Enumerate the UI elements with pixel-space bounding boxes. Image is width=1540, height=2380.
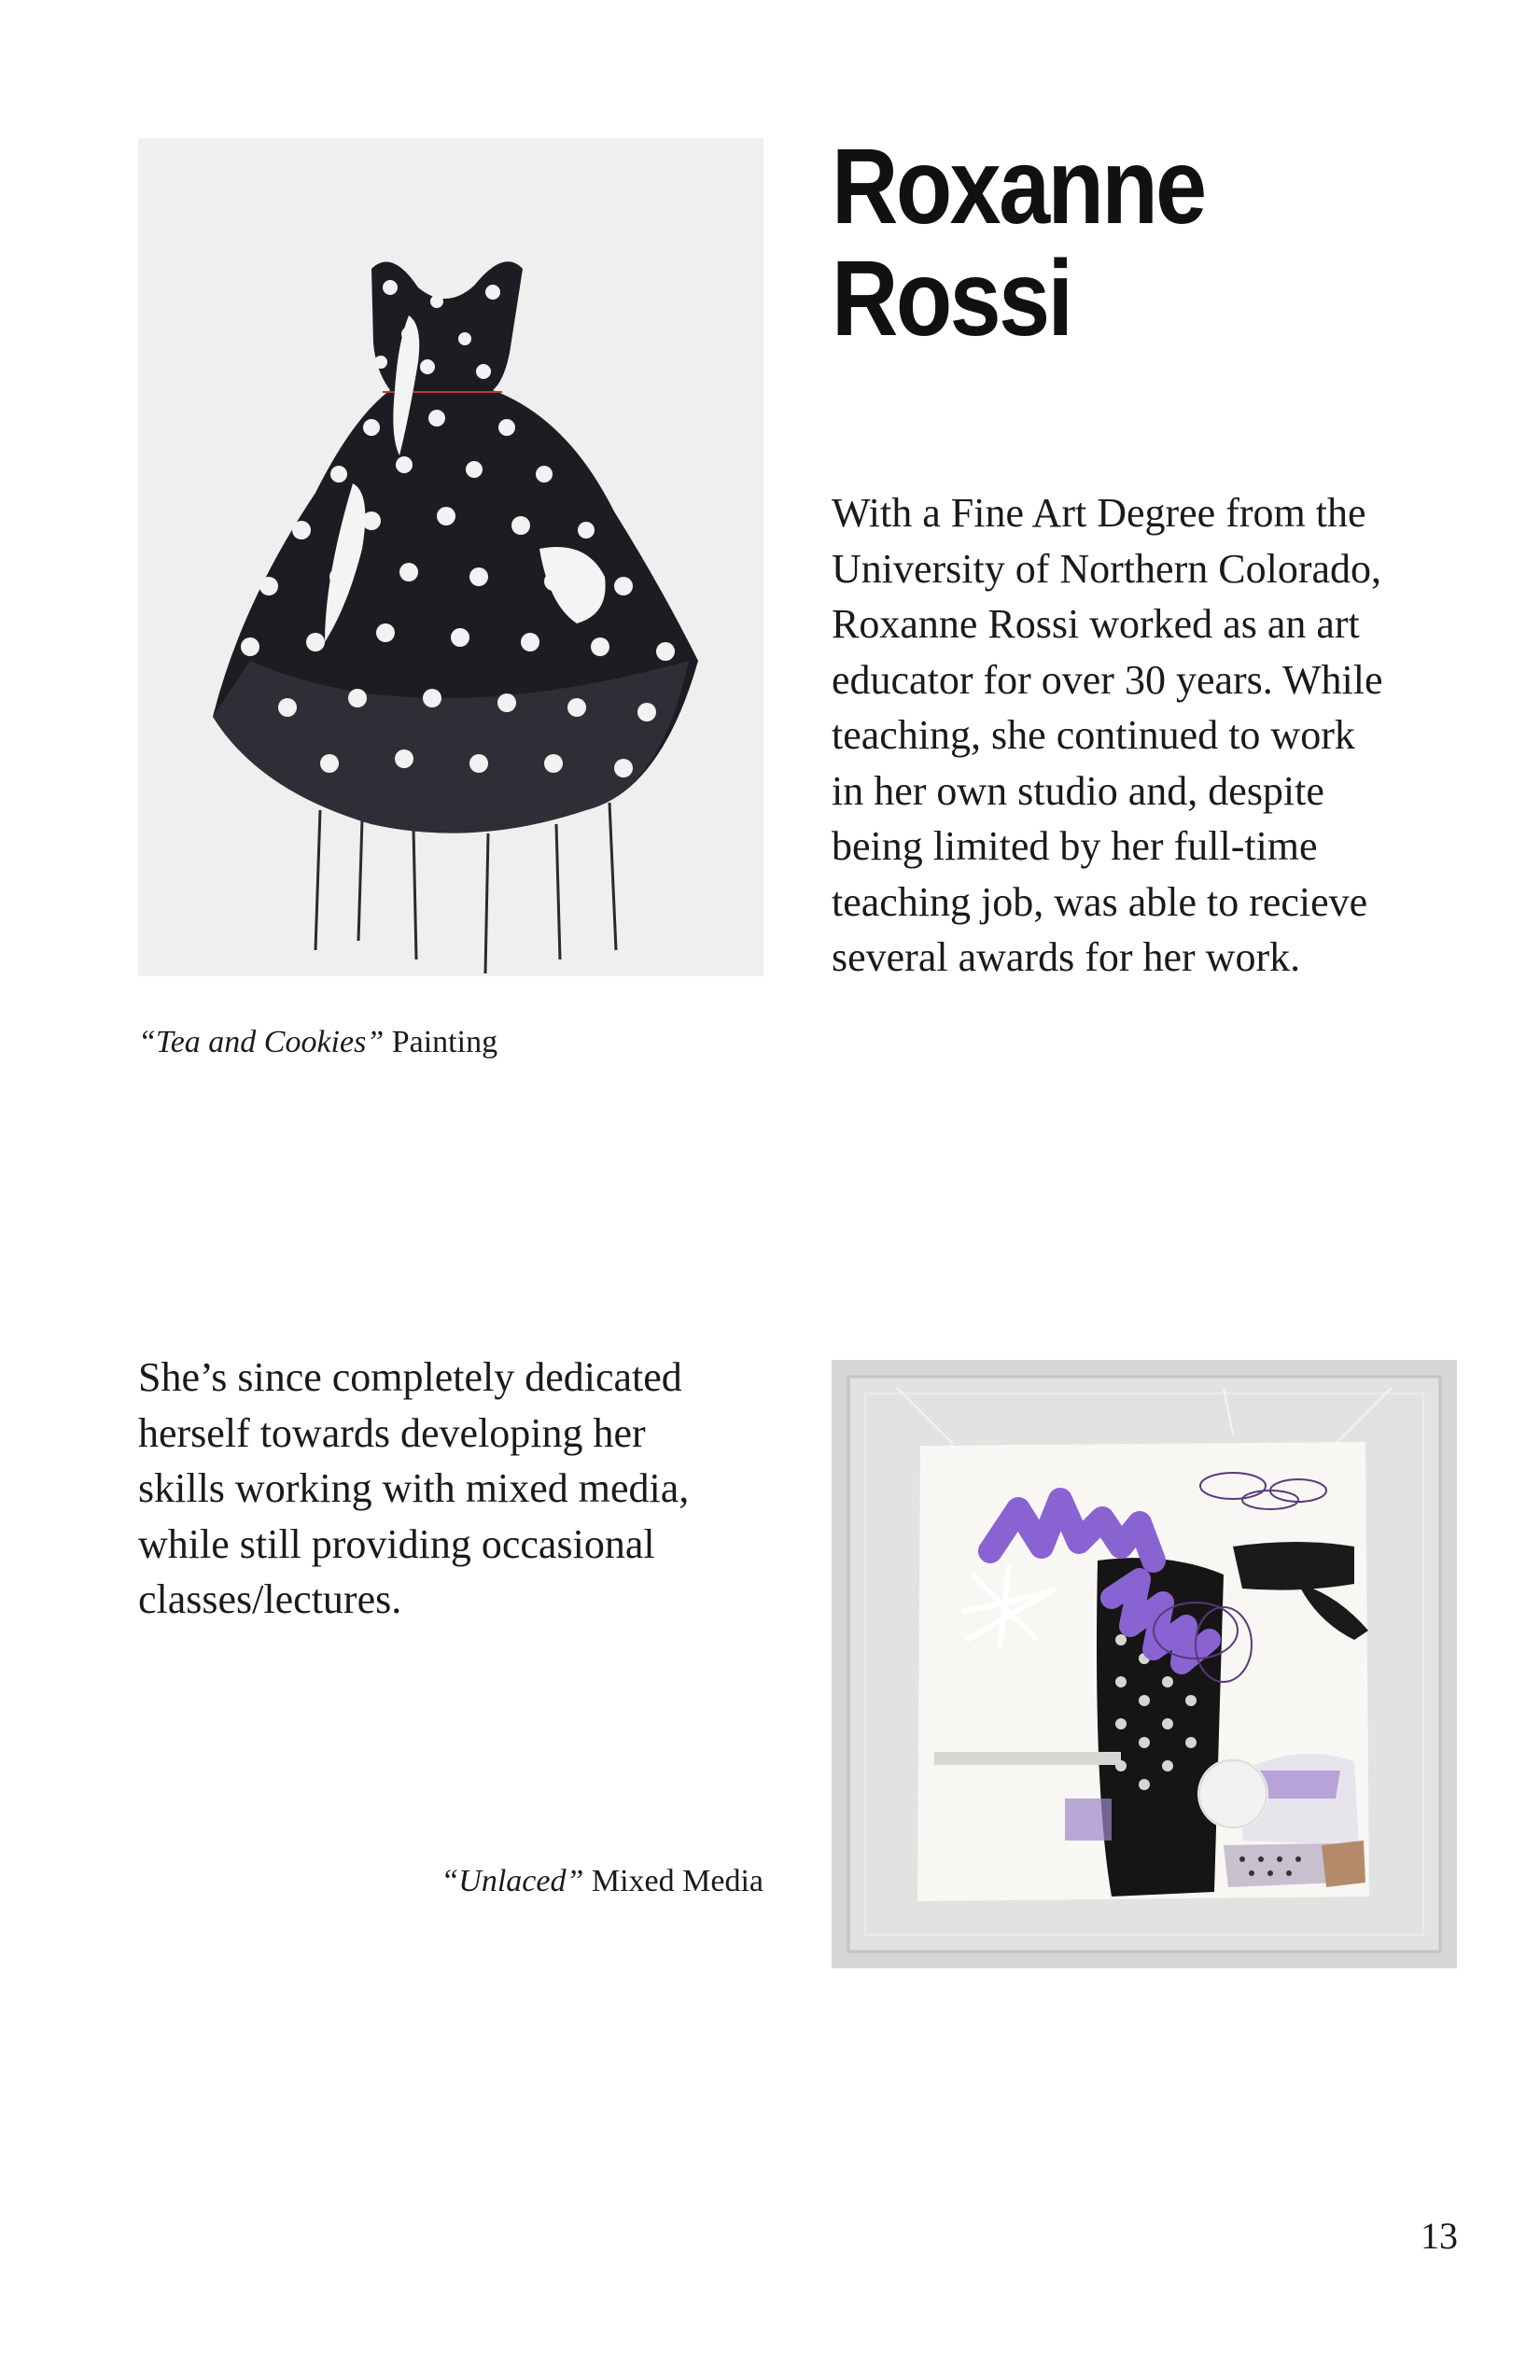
bio-line: classes/lectures. (138, 1576, 402, 1622)
bio-paragraph-1 (832, 485, 1383, 986)
mixed-media-unlaced (832, 1360, 1457, 1968)
bio-line: teaching job, was able to recieve (832, 878, 1368, 925)
painting-tea-and-cookies (138, 138, 763, 976)
caption-unlaced (441, 1863, 763, 1900)
bio-line: University of Northern Colorado, (832, 545, 1381, 592)
bio-line: With a Fine Art Degree from the (832, 490, 1366, 536)
bio-paragraph-2 (138, 1350, 689, 1628)
caption-medium: Painting (391, 1025, 498, 1059)
caption-title: “Unlaced” (441, 1864, 584, 1898)
bio-line: herself towards developing her (138, 1409, 646, 1456)
page-title (832, 127, 1205, 358)
bio-line: She’s since completely dedicated (138, 1354, 682, 1400)
bio-line: skills working with mixed media, (138, 1465, 690, 1511)
bio-line: teaching, she continued to work (832, 712, 1355, 758)
caption-tea-and-cookies (138, 1024, 497, 1061)
page-number: 13 (1421, 2215, 1458, 2257)
bio-line: in her own studio and, despite (832, 767, 1324, 814)
caption-medium: Mixed Media (591, 1864, 763, 1898)
bio-line: being limited by her full-time (832, 823, 1318, 869)
bio-line: educator for over 30 years. While (832, 656, 1383, 703)
bio-line: several awards for her work. (832, 934, 1301, 980)
bio-line: while still providing occasional (138, 1520, 655, 1567)
caption-title: “Tea and Cookies” (138, 1025, 385, 1059)
bio-line: Roxanne Rossi worked as an art (832, 601, 1360, 647)
title-line-2: Rossi (832, 239, 1071, 358)
title-line-1: Roxanne (832, 127, 1205, 246)
